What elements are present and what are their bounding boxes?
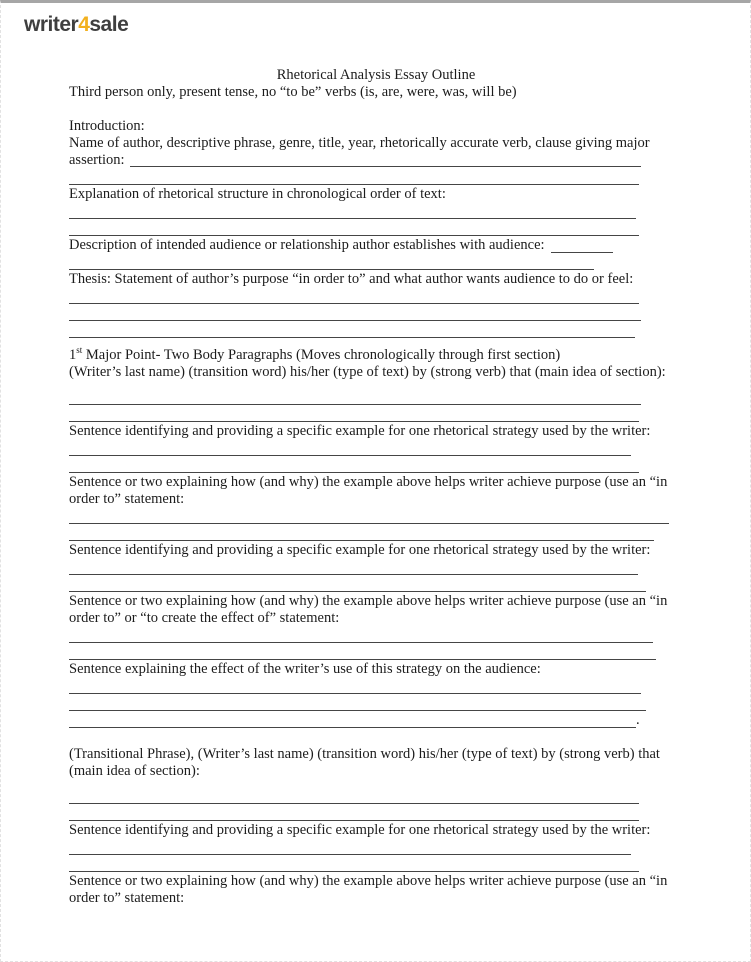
write-in-line [69, 305, 641, 321]
blank-write-line-row [69, 322, 731, 339]
blank-write-line-row [69, 839, 731, 856]
write-in-line [69, 508, 669, 524]
paragraph-line: Explanation of rhetorical structure in chronological order of text: [69, 186, 446, 202]
write-in-line [69, 288, 639, 304]
spacer [69, 729, 731, 746]
blank-write-line-row [69, 457, 731, 474]
spacer [69, 381, 731, 389]
document-body [69, 67, 731, 907]
field-label: assertion: [69, 152, 125, 168]
paragraph-text: Major Point- Two Body Paragraphs (Moves chronologically through first section) [82, 347, 561, 363]
write-in-line [69, 220, 639, 236]
blank-write-line-row [69, 203, 731, 220]
blank-write-line-row [69, 559, 731, 576]
blank-write-line-row [69, 678, 731, 695]
blank-write-line-row [69, 440, 731, 457]
paragraph-line: Sentence or two explaining how (and why) the example above helps writer achieve purpose (use an “in [69, 593, 668, 609]
write-in-line [69, 322, 635, 338]
paragraph-line: order to” statement: [69, 890, 185, 906]
blank-write-line-row [69, 856, 731, 873]
write-in-line [69, 678, 641, 694]
paragraph-line: Sentence identifying and providing a specific example for one rhetorical strategy used by the writer: [69, 542, 651, 558]
paragraph-line: Sentence or two explaining how (and why) the example above helps writer achieve purpose (use an “in [69, 873, 668, 889]
blank-write-line-row [69, 288, 731, 305]
ordinal-superscript: st [76, 345, 83, 356]
blank-write-line-row [69, 508, 731, 525]
blank-write-line-row [69, 525, 731, 542]
logo-text-sale: sale [89, 13, 129, 36]
write-in-line [69, 839, 631, 855]
paragraph-line: Name of author, descriptive phrase, genre, title, year, rhetorically accurate verb, clause giving major [69, 135, 650, 151]
write-in-line [69, 856, 639, 872]
line-end-punctuation: . [636, 712, 640, 728]
logo-text-4: 4 [78, 13, 90, 36]
logo-text-writer: writer [24, 13, 79, 36]
blank-write-line-row [69, 805, 731, 822]
write-in-line [551, 237, 613, 253]
doc-title: Rhetorical Analysis Essay Outline [276, 67, 476, 83]
write-in-line [69, 389, 641, 405]
write-in-line [69, 644, 656, 660]
paragraph-line [69, 347, 731, 364]
blank-write-line-row [69, 576, 731, 593]
blank-write-line-row [69, 627, 731, 644]
paragraph-line: order to” or “to create the effect of” statement: [69, 610, 340, 626]
write-in-line [69, 559, 638, 575]
blank-write-line-row [69, 712, 731, 729]
writer4sale-logo[interactable] [24, 13, 128, 37]
blank-write-line-row [69, 389, 731, 406]
paragraph-line: Third person only, present tense, no “to be” verbs (is, are, were, was, will be) [69, 84, 517, 100]
field-label: Description of intended audience or relationship author establishes with audience: [69, 237, 545, 253]
spacer [69, 780, 731, 788]
blank-write-line-row [69, 254, 731, 271]
paragraph-line: Sentence or two explaining how (and why) the example above helps writer achieve purpose (use an “in [69, 474, 668, 490]
blank-write-line-row [69, 305, 731, 322]
write-in-line [69, 457, 639, 473]
write-in-line [69, 525, 654, 541]
write-in-line [69, 627, 653, 643]
blank-write-line-row [69, 695, 731, 712]
write-in-line [69, 695, 646, 711]
paragraph-line: Introduction: [69, 118, 145, 134]
write-in-line [69, 203, 636, 219]
write-in-line [69, 440, 631, 456]
blank-write-line-row [69, 788, 731, 805]
blank-write-line-row [69, 406, 731, 423]
paragraph-line: (Writer’s last name) (transition word) his/her (type of text) by (strong verb) that (main idea of section): [69, 364, 666, 380]
write-in-line [130, 152, 641, 167]
write-in-line [69, 169, 639, 185]
write-in-line [69, 576, 646, 592]
ordinal-number: 1 [69, 347, 77, 363]
write-in-line [69, 712, 636, 728]
write-in-line [69, 788, 639, 804]
spacer [69, 101, 731, 118]
blank-write-line-row [69, 644, 731, 661]
label-with-short-line [69, 237, 731, 254]
label-with-fill-line [69, 152, 641, 169]
spacer [69, 339, 731, 347]
write-in-line [69, 254, 594, 270]
paragraph-line: (Transitional Phrase), (Writer’s last name) (transition word) his/her (type of text) by (strong verb) that [69, 746, 660, 762]
write-in-line [69, 406, 639, 422]
paragraph-line: (main idea of section): [69, 763, 200, 779]
blank-write-line-row [69, 169, 731, 186]
paragraph-line: Thesis: Statement of author’s purpose “in order to” and what author wants audience to do or feel: [69, 271, 634, 287]
paragraph-line: Sentence explaining the effect of the writer’s use of this strategy on the audience: [69, 661, 541, 677]
paragraph-line: order to” statement: [69, 491, 185, 507]
blank-write-line-row [69, 220, 731, 237]
write-in-line [69, 805, 639, 821]
paragraph-line: Sentence identifying and providing a specific example for one rhetorical strategy used by the writer: [69, 423, 651, 439]
paragraph-line: Sentence identifying and providing a specific example for one rhetorical strategy used by the writer: [69, 822, 651, 838]
